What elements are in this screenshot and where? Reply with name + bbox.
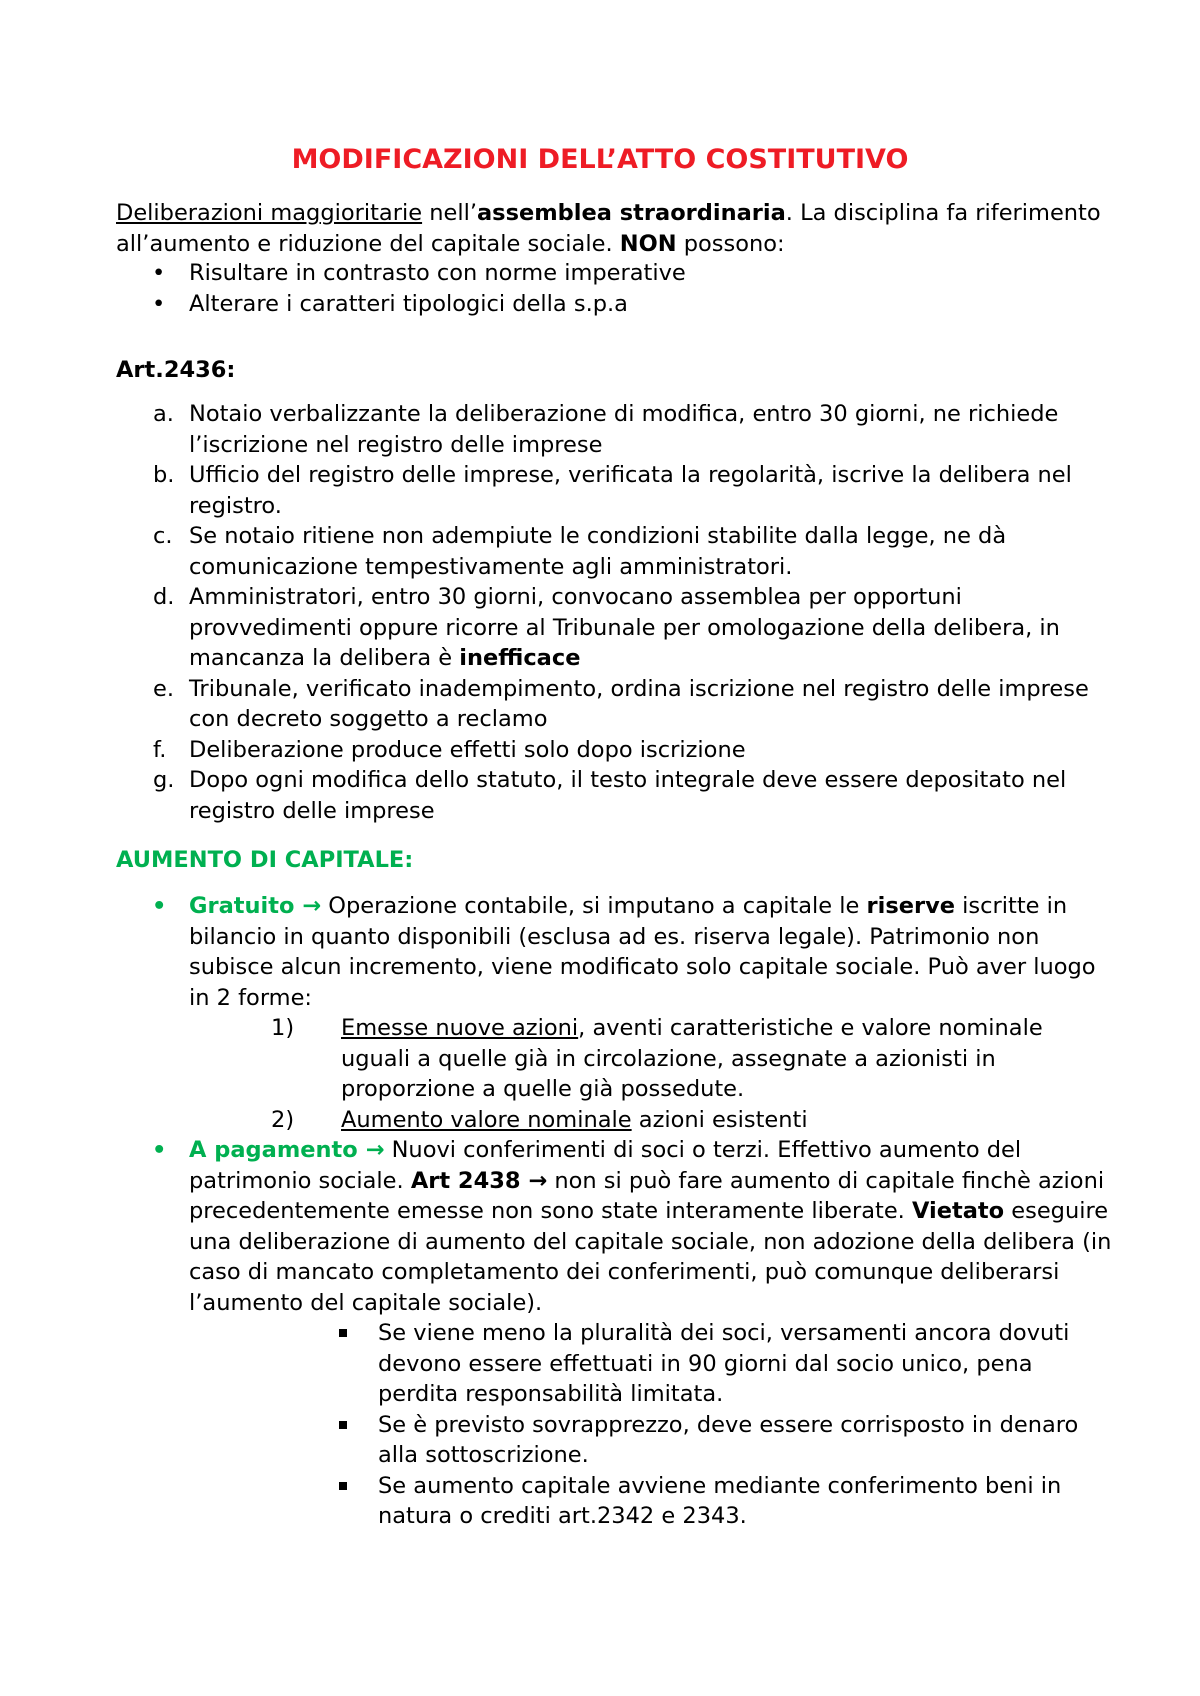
list-item-text: Ufficio del registro delle imprese, verificata la regolarità, iscrive la delibera nel registro. bbox=[189, 462, 1072, 519]
list-item-text: Tribunale, verificato inadempimento, ordina iscrizione nel registro delle imprese con decreto soggetto a reclamo bbox=[189, 675, 1089, 732]
bullet-icon: • bbox=[152, 893, 167, 919]
list-marker: e. bbox=[153, 675, 174, 702]
form-underlined-term: Aumento valore nominale bbox=[341, 1106, 632, 1133]
limits-list bbox=[116, 258, 1116, 319]
form-underlined-term: Emesse nuove azioni bbox=[341, 1015, 579, 1041]
list-marker: f. bbox=[153, 736, 167, 763]
intro-underlined-term: Deliberazioni maggioritarie bbox=[116, 200, 423, 226]
square-bullet-icon bbox=[339, 1421, 347, 1429]
list-item bbox=[116, 258, 1116, 289]
intro-bold-term: assemblea straordinaria bbox=[477, 200, 786, 226]
list-item-text: Se è previsto sovrapprezzo, deve essere corrisposto in denaro alla sottoscrizione. bbox=[378, 1411, 1079, 1468]
list-item bbox=[116, 289, 1116, 320]
inefficace-term: inefficace bbox=[459, 645, 581, 671]
aumento-capitale-heading: AUMENTO DI CAPITALE: bbox=[116, 847, 414, 873]
pagamento-label: A pagamento → bbox=[189, 1137, 385, 1163]
list-item bbox=[116, 1105, 1116, 1136]
list-marker: d. bbox=[153, 584, 175, 610]
list-item bbox=[116, 1410, 1116, 1471]
square-bullet-icon bbox=[339, 1329, 347, 1337]
intro-text-3: possono: bbox=[676, 230, 785, 257]
list-item bbox=[116, 582, 1116, 674]
intro-text bbox=[116, 198, 1116, 259]
gratuito-item bbox=[116, 891, 1116, 1135]
list-item bbox=[116, 460, 1116, 521]
list-item bbox=[116, 521, 1116, 582]
gratuito-text-1: Operazione contabile, si imputano a capitale le bbox=[321, 893, 867, 919]
list-item-text: Se notaio ritiene non adempiute le condizioni stabilite dalla legge, ne dà comunicazione tempestivamente agli amministratori. bbox=[189, 523, 1007, 580]
intro-text-1: nell’ bbox=[422, 200, 477, 226]
art-2436-heading: Art.2436: bbox=[116, 357, 236, 383]
pagamento-subitems-list bbox=[116, 1318, 1116, 1532]
list-item-text: Alterare i caratteri tipologici della s.p.a bbox=[189, 290, 628, 317]
pagamento-text-1: Nuovi conferimenti di soci o terzi. Effettivo aumento del patrimonio sociale. bbox=[189, 1137, 1022, 1194]
list-item-text: Se viene meno la pluralità dei soci, versamenti ancora dovuti devono essere effettuati in 90 giorni dal socio unico, pena perdita responsabilità limitata. bbox=[378, 1320, 1070, 1407]
intro-paragraph bbox=[116, 198, 1116, 259]
list-item-text: Notaio verbalizzante la deliberazione di modifica, entro 30 giorni, ne richiede l’iscrizione nel registro delle imprese bbox=[189, 401, 1059, 458]
list-marker: b. bbox=[153, 462, 175, 488]
list-item-text: , aventi caratteristiche e valore nominale uguali a quelle già in circolazione, assegnate a azionisti in proporzione a quelle già possedute. bbox=[341, 1015, 1043, 1102]
list-item bbox=[116, 1013, 1116, 1105]
list-marker: a. bbox=[153, 401, 174, 427]
list-item-text: Amministratori, entro 30 giorni, convocano assemblea per opportuni provvedimenti oppure ricorre al Tribunale per omologazione della delibera, in mancanza la delibera è bbox=[189, 584, 1060, 671]
pagamento-text-3: eseguire una deliberazione di aumento del capitale sociale, non adozione della delibera (in caso di mancato completamento dei conferimenti, può comunque deliberarsi l’aumento del capitale sociale). bbox=[189, 1198, 1112, 1316]
intro-text-2: . La disciplina fa riferimento all’aumento e riduzione del capitale sociale. bbox=[116, 200, 1101, 257]
list-marker: 2) bbox=[271, 1106, 295, 1133]
aumento-capitale-list bbox=[116, 891, 1116, 1532]
list-item-text: Deliberazione produce effetti solo dopo iscrizione bbox=[189, 736, 746, 763]
bullet-icon: • bbox=[152, 290, 166, 317]
pagamento-text-2: non si può fare aumento di capitale finchè azioni precedentemente emesse non sono state interamente liberate. bbox=[189, 1167, 1105, 1224]
square-bullet-icon bbox=[339, 1482, 347, 1490]
list-item bbox=[116, 765, 1116, 826]
list-item-text: Se aumento capitale avviene mediante conferimento beni in natura o crediti art.2342 e 2343. bbox=[378, 1472, 1062, 1529]
list-item-text: Dopo ogni modifica dello statuto, il testo integrale deve essere depositato nel registro delle imprese bbox=[189, 767, 1067, 824]
art-2436-list bbox=[116, 399, 1116, 826]
list-item bbox=[116, 1471, 1116, 1532]
pagamento-item bbox=[116, 1135, 1116, 1532]
list-item-text: Risultare in contrasto con norme imperative bbox=[189, 260, 686, 286]
riserve-term: riserve bbox=[866, 893, 956, 919]
vietato-term: Vietato bbox=[911, 1198, 1005, 1224]
intro-non: NON bbox=[619, 230, 677, 257]
list-marker: 1) bbox=[271, 1015, 295, 1041]
gratuito-label: Gratuito → bbox=[189, 893, 322, 919]
list-item-text: azioni esistenti bbox=[631, 1106, 808, 1133]
list-item bbox=[116, 674, 1116, 735]
list-item bbox=[116, 735, 1116, 766]
gratuito-text-2: iscritte in bilancio in quanto disponibili (esclusa ad es. riserva legale). Patrimonio non subisce alcun incremento, viene modificato solo capitale sociale. Può aver luogo in 2 forme: bbox=[189, 893, 1096, 1011]
list-item bbox=[116, 399, 1116, 460]
gratuito-forms-list bbox=[116, 1013, 1116, 1135]
bullet-icon: • bbox=[152, 260, 166, 286]
bullet-icon: • bbox=[152, 1137, 167, 1163]
page-title: MODIFICAZIONI DELL’ATTO COSTITUTIVO bbox=[291, 144, 909, 175]
list-marker: g. bbox=[153, 767, 175, 793]
list-item bbox=[116, 1318, 1116, 1410]
art-2438-term: Art 2438 → bbox=[410, 1167, 548, 1194]
list-marker: c. bbox=[153, 523, 173, 549]
